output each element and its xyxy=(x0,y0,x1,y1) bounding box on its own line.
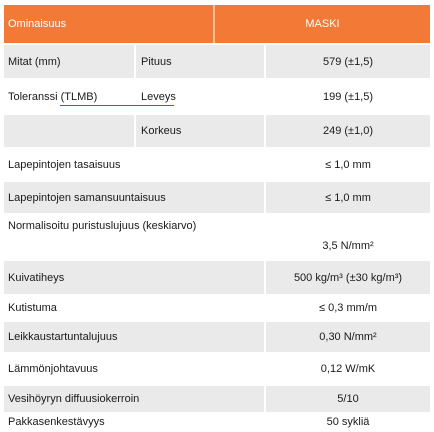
table-header-row xyxy=(4,5,430,43)
table-row xyxy=(4,386,430,412)
row-sublabel: Leveys xyxy=(141,90,176,103)
row-label: Kuivatiheys xyxy=(8,271,65,284)
row-sublabel: Korkeus xyxy=(141,125,182,137)
table-row xyxy=(4,115,430,147)
row-value: 199 (±1,5) xyxy=(322,90,374,103)
table-row xyxy=(4,354,430,384)
row-label: Toleranssi (TLMB) xyxy=(8,90,98,103)
table-row xyxy=(4,296,430,320)
row-value: 0,30 N/mm² xyxy=(319,331,377,343)
table-row xyxy=(4,182,430,213)
row-label: Lapepintojen tasaisuus xyxy=(8,158,121,171)
row-label: Lapepintojen samansuuntaisuus xyxy=(8,191,166,204)
table-row xyxy=(4,80,430,113)
table-row xyxy=(4,45,430,78)
table-row xyxy=(4,261,430,294)
row-label: Lämmönjohtavuus xyxy=(8,363,98,375)
row-label: Mitat (mm) xyxy=(8,55,61,68)
row-label: Normalisoitu puristuslujuus (keskiarvo) xyxy=(8,220,197,232)
row-sublabel: Pituus xyxy=(141,55,172,68)
row-value: ≤ 1,0 mm xyxy=(325,191,371,204)
row-value: ≤ 1,0 mm xyxy=(325,158,371,171)
row-value: 500 kg/m³ (±30 kg/m³) xyxy=(293,271,403,284)
properties-table xyxy=(4,5,430,432)
header-product-cell: MASKI xyxy=(305,18,340,30)
row-label: Pakkasenkestävyys xyxy=(8,416,105,428)
row-value: 0,12 W/mK xyxy=(320,363,376,375)
row-label: Vesihöyryn diffuusiokerroin xyxy=(8,393,140,405)
header-property-cell: Ominaisuus xyxy=(8,18,67,30)
table-row xyxy=(4,149,430,180)
row-value: ≤ 0,3 mm/m xyxy=(319,302,377,314)
row-value: 50 sykliä xyxy=(326,416,370,428)
row-value: 579 (±1,5) xyxy=(322,55,374,68)
row-value: 3,5 N/mm² xyxy=(322,240,374,252)
table-row xyxy=(4,215,430,259)
table-row xyxy=(4,322,430,352)
row-label: Kutistuma xyxy=(8,302,57,314)
table-row xyxy=(4,412,430,432)
row-value: 249 (±1,0) xyxy=(322,125,374,137)
row-value: 5/10 xyxy=(337,393,359,405)
row-label xyxy=(4,115,134,147)
row-label: Leikkaustartuntalujuus xyxy=(8,331,118,343)
